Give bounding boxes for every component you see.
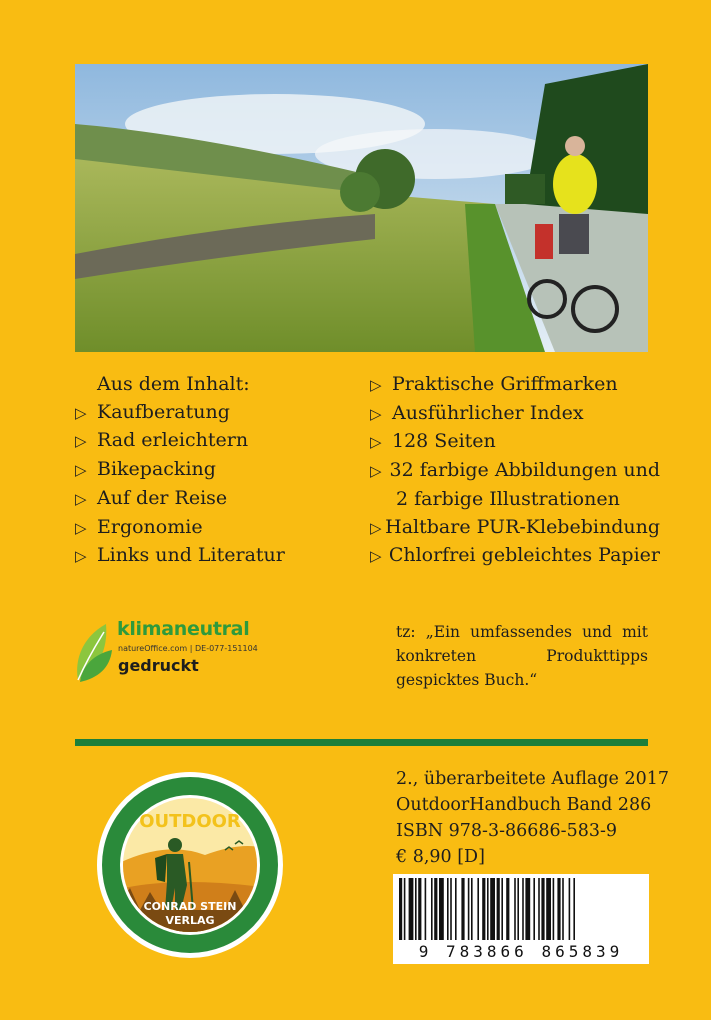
list-item: ▷ Kaufberatung [75, 399, 365, 428]
barcode-bar [490, 878, 495, 940]
barcode-bar [553, 878, 555, 940]
barcode-bar [471, 878, 473, 940]
triangle-bullet-icon: ▷ [370, 462, 382, 481]
list-item: ▷ Haltbare PUR-Klebebindung [370, 514, 660, 543]
barcode-bar [501, 878, 503, 940]
barcode-bar [415, 878, 417, 940]
barcode-bar [562, 878, 564, 940]
price-text: € 8,90 [D] [396, 847, 485, 867]
list-item: ▷ 128 Seiten [370, 428, 660, 457]
triangle-bullet-icon: ▷ [75, 518, 87, 537]
triangle-bullet-icon: ▷ [370, 518, 382, 537]
barcode-bar [439, 878, 444, 940]
triangle-bullet-icon: ▷ [370, 547, 382, 566]
barcode-bar [557, 878, 560, 940]
barcode-bar [541, 878, 544, 940]
barcode-bar [538, 878, 540, 940]
list-item: ▷ Ausführlicher Index [370, 400, 660, 429]
klimaneutral-logo: klimaneutral natureOffice.com | DE-077-151104 gedruckt [72, 614, 272, 694]
triangle-bullet-icon: ▷ [75, 403, 87, 422]
barcode-bar [404, 878, 406, 940]
list-item: ▷ Ergonomie [75, 514, 365, 543]
edition-text: 2., überarbeitete Auflage 2017 [396, 769, 669, 789]
barcode-bars [393, 874, 649, 940]
triangle-bullet-icon: ▷ [370, 404, 382, 423]
list-item: ▷ Praktische Griffmarken [370, 371, 660, 400]
barcode-bar [461, 878, 464, 940]
barcode-bar [569, 878, 571, 940]
barcode-bar [434, 878, 437, 940]
barcode-bar [533, 878, 535, 940]
badge-title: OUTDOOR [139, 811, 241, 832]
barcode-bar [522, 878, 524, 940]
list-item: ▷ Links und Literatur [75, 542, 365, 571]
triangle-bullet-icon: ▷ [75, 432, 87, 451]
contents-left-column [75, 371, 365, 571]
divider [75, 739, 648, 746]
list-item: ▷ Bikepacking [75, 456, 365, 485]
isbn-text: ISBN 978-3-86686-583-9 [396, 821, 618, 841]
list-item-continuation: 2 farbige Illustrationen [396, 487, 620, 510]
series-text: OutdoorHandbuch Band 286 [396, 795, 652, 815]
barcode-bar [431, 878, 433, 940]
barcode-bar [409, 878, 414, 940]
triangle-bullet-icon: ▷ [370, 376, 382, 394]
barcode-bar [573, 878, 575, 940]
barcode-bar [525, 878, 530, 940]
triangle-bullet-icon: ▷ [75, 461, 87, 480]
barcode-bar [517, 878, 519, 940]
barcode-bar [468, 878, 470, 940]
barcode [393, 874, 649, 964]
triangle-bullet-icon: ▷ [75, 547, 87, 566]
barcode-bar [487, 878, 489, 940]
list-item: ▷ Rad erleichtern [75, 427, 365, 456]
barcode-bar [506, 878, 509, 940]
contents-heading: Aus dem Inhalt: [97, 373, 250, 395]
barcode-bar [418, 878, 421, 940]
leaf-icon [72, 618, 118, 688]
barcode-bar [450, 878, 452, 940]
cover-photo [75, 64, 648, 352]
barcode-bar [455, 878, 457, 940]
contents-right-column [370, 371, 660, 571]
barcode-bar [546, 878, 551, 940]
barcode-digits: 9 783866 865839 [418, 942, 624, 961]
outdoor-publisher-badge [95, 770, 285, 960]
press-quote: tz: „Ein umfassendes und mit konkreten Produkttipps gespicktes Buch.“ [396, 623, 648, 689]
barcode-bar [514, 878, 516, 940]
triangle-bullet-icon: ▷ [370, 433, 382, 452]
list-item: ▷ Auf der Reise [75, 485, 365, 514]
barcode-bar [399, 878, 402, 940]
barcode-bar [482, 878, 485, 940]
barcode-bar [477, 878, 479, 940]
barcode-bar [425, 878, 427, 940]
publication-info [396, 766, 669, 870]
list-item: ▷ 32 farbige Abbildungen und [370, 457, 660, 486]
badge-publisher-line1: CONRAD STEIN [143, 900, 237, 913]
barcode-bar [447, 878, 449, 940]
barcode-bar [497, 878, 500, 940]
badge-publisher-line2: VERLAG [165, 914, 215, 927]
list-item: ▷ Chlorfrei gebleichtes Papier [370, 542, 660, 571]
triangle-bullet-icon: ▷ [75, 489, 87, 508]
